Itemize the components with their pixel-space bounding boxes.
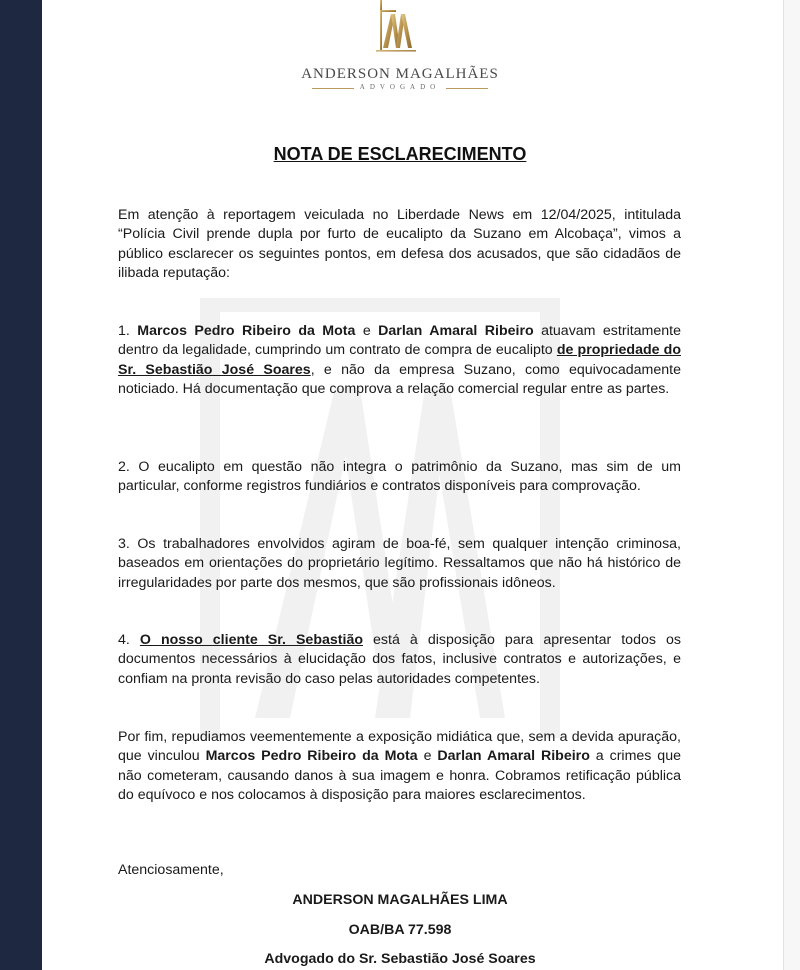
paragraph-4 <box>118 631 681 689</box>
closing-text: Atenciosamente, <box>118 862 224 878</box>
paragraph-2: 2. O eucalipto em questão não integra o patrimônio da Suzano, mas sim de um particular, conforme registros fundiários e contratos disponíveis para comprovação. <box>118 459 681 495</box>
p5-text-1: Por fim, repudiamos veementemente a exposição midiática que, sem a devida apuração, que vinculou <box>118 729 681 765</box>
p1-number: 1. <box>118 323 130 339</box>
p1-text-2: , e não da empresa Suzano, como equivocadamente noticiado. Há documentação que comprova a relação comercial regular entre as partes. <box>118 361 681 398</box>
mm-monogram-logo-icon <box>336 0 416 52</box>
p1-underlined-owner: de propriedade do Sr. Sebastião José Soares <box>118 342 681 378</box>
p1-e: e <box>362 323 371 339</box>
signature-oab: OAB/BA 77.598 <box>348 922 452 938</box>
p5-e: e <box>423 748 432 765</box>
p1-text-1: atuavam estritamente dentro da legalidade, cumprindo um contrato de compra de eucalipto <box>118 323 681 359</box>
signature-name: ANDERSON MAGALHÃES LIMA <box>292 892 508 908</box>
paragraph-5 <box>118 728 681 806</box>
signature-role: Advogado do Sr. Sebastião José Soares <box>264 951 536 967</box>
p4-underlined-client: O nosso cliente Sr. Sebastião <box>139 632 363 648</box>
paragraph-3: 3. Os trabalhadores envolvidos agiram de boa-fé, sem qualquer intenção criminosa, baseados em orientações do proprietário legítimo. Ressaltamos que não há histórico de irregularidades por parte dos mesmos, que são profissionais idôneos. <box>118 536 681 591</box>
document-title: NOTA DE ESCLARECIMENTO <box>273 144 527 164</box>
p1-name-1: Marcos Pedro Ribeiro da Mota <box>137 323 356 339</box>
paragraph-1 <box>118 322 681 400</box>
p4-number: 4. <box>118 632 130 648</box>
firm-subtitle: ADVOGADO <box>359 83 441 91</box>
p5-name-1: Marcos Pedro Ribeiro da Mota <box>205 748 418 765</box>
intro-paragraph: Em atenção à reportagem veiculada no Liberdade News em 12/04/2025, intitulada “Polícia Civil prende dupla por furto de eucalipto da Suzano em Alcobaça”, vimos a público esclarecer os seguintes pontos, em defesa dos acusados, que são cidadãos de ilibada reputação: <box>118 207 681 282</box>
p1-name-2: Darlan Amaral Ribeiro <box>378 323 534 339</box>
p5-name-2: Darlan Amaral Ribeiro <box>437 748 590 765</box>
p5-text-2: a crimes que não cometeram, causando danos à sua imagem e honra. Cobramos retificação pública do equívoco e nos colocamos à disposição para maiores esclarecimentos. <box>118 748 681 804</box>
p4-text: está à disposição para apresentar todos os documentos necessários à elucidação dos fatos, inclusive contratos e autorizações, e confiam na pronta revisão do caso pelas autoridades competentes. <box>118 632 681 687</box>
firm-name: ANDERSON MAGALHÃES <box>301 66 499 82</box>
